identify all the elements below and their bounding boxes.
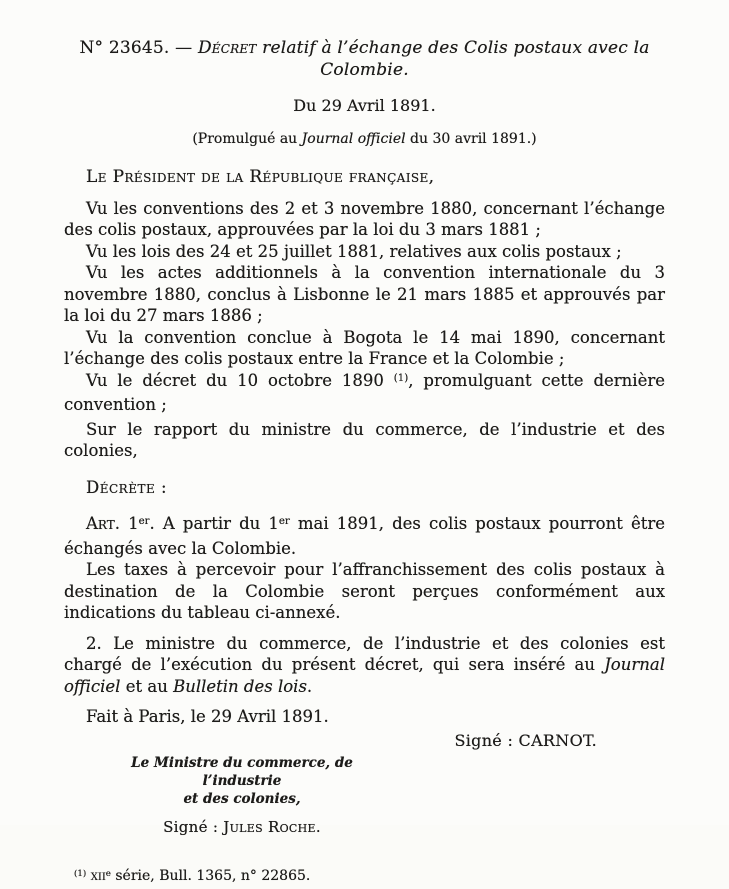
rapport-paragraph: Sur le rapport du ministre du commerce, de l’industrie et des colonies, (64, 419, 665, 462)
promulgation-journal: Journal officiel (302, 131, 406, 147)
article-1-paragraph (64, 513, 665, 559)
footnote-series-ordinal: e (106, 869, 111, 879)
footnote-text: série, Bull. 1365, n° 22865. (111, 868, 310, 884)
article-2-text-post: . (307, 677, 312, 696)
minister-signature-block (92, 754, 392, 839)
minister-signature-post: . (316, 818, 321, 836)
footnote-series-numeral: xii (91, 868, 106, 884)
decree-date: Du 29 Avril 1891. (64, 95, 665, 117)
article-1-paragraph-2: Les taxes à percevoir pour l’affranchissement des colis postaux à destination de la Colombie seront perçues conformément aux indications du tableau ci-annexé. (64, 559, 665, 624)
article-2-bulletin-des-lois: Bulletin des lois (173, 677, 307, 696)
article-2-journal-officiel: Journal officiel (64, 655, 665, 696)
visa-5-text-post: , promulguant cette dernière convention ; (64, 371, 665, 415)
article-1-ordinal-2: er (279, 516, 290, 527)
minister-title-line-1: Le Ministre du commerce, de l’industrie (131, 755, 353, 789)
footnote-reference: (1) (394, 373, 408, 384)
promulgation-note (64, 129, 665, 151)
article-1-ordinal-1: er (139, 516, 150, 527)
article-1-text-rest: mai 1891, des colis postaux pourront être échangés avec la Colombie. (64, 514, 665, 558)
minister-title-line-2: et des colonies, (183, 791, 300, 807)
president-opening: Le Président de la République française, (64, 167, 665, 189)
article-2-text-pre: 2. Le ministre du commerce, de l’industrie et des colonies est chargé de l’exécution du présent décret, qui sera inséré au (64, 634, 665, 675)
decree-title: relatif à l’échange des Colis postaux avec la Colombie. (257, 38, 650, 80)
article-2-text-mid: et au (120, 677, 173, 696)
president-signature: Signé : CARNOT. (64, 730, 665, 752)
visa-paragraph-3: Vu les actes additionnels à la convention internationale du 3 novembre 1880, conclus à Lisbonne le 21 mars 1885 et approuvés par la loi du 27 mars 1886 ; (64, 262, 665, 327)
visa-paragraph-4: Vu la convention conclue à Bogota le 14 mai 1890, concernant l’échange des colis postaux entre la France et la Colombie ; (64, 327, 665, 370)
visa-5-text-pre: Vu le décret du 10 octobre 1890 (86, 371, 394, 390)
article-1-label: Art. (86, 514, 120, 533)
decree-header (64, 38, 665, 81)
minister-title (92, 754, 392, 808)
article-2-paragraph (64, 633, 665, 698)
decree-title-word: Décret (198, 38, 257, 58)
footnote-marker: (1) (74, 869, 86, 879)
visa-paragraph-1: Vu les conventions des 2 et 3 novembre 1880, concernant l’échange des colis postaux, approuvées par la loi du 3 mars 1881 ; (64, 198, 665, 241)
minister-signature-name: Jules Roche (223, 818, 316, 836)
decrete-heading: Décrète : (64, 477, 665, 499)
article-1-number: 1 (120, 514, 139, 533)
article-1-text-mid: . A partir du 1 (150, 514, 279, 533)
visa-paragraph-5 (64, 370, 665, 416)
promulgation-text-post: du 30 avril 1891.) (406, 131, 537, 147)
minister-signature (92, 817, 392, 839)
place-date-line: Fait à Paris, le 29 Avril 1891. (64, 706, 665, 728)
minister-signature-pre: Signé : (163, 818, 223, 836)
footnote (74, 866, 665, 889)
decree-number: N° 23645. — (79, 38, 197, 58)
promulgation-text-pre: (Promulgué au (192, 131, 301, 147)
visa-paragraph-2: Vu les lois des 24 et 25 juillet 1881, relatives aux colis postaux ; (64, 241, 665, 263)
